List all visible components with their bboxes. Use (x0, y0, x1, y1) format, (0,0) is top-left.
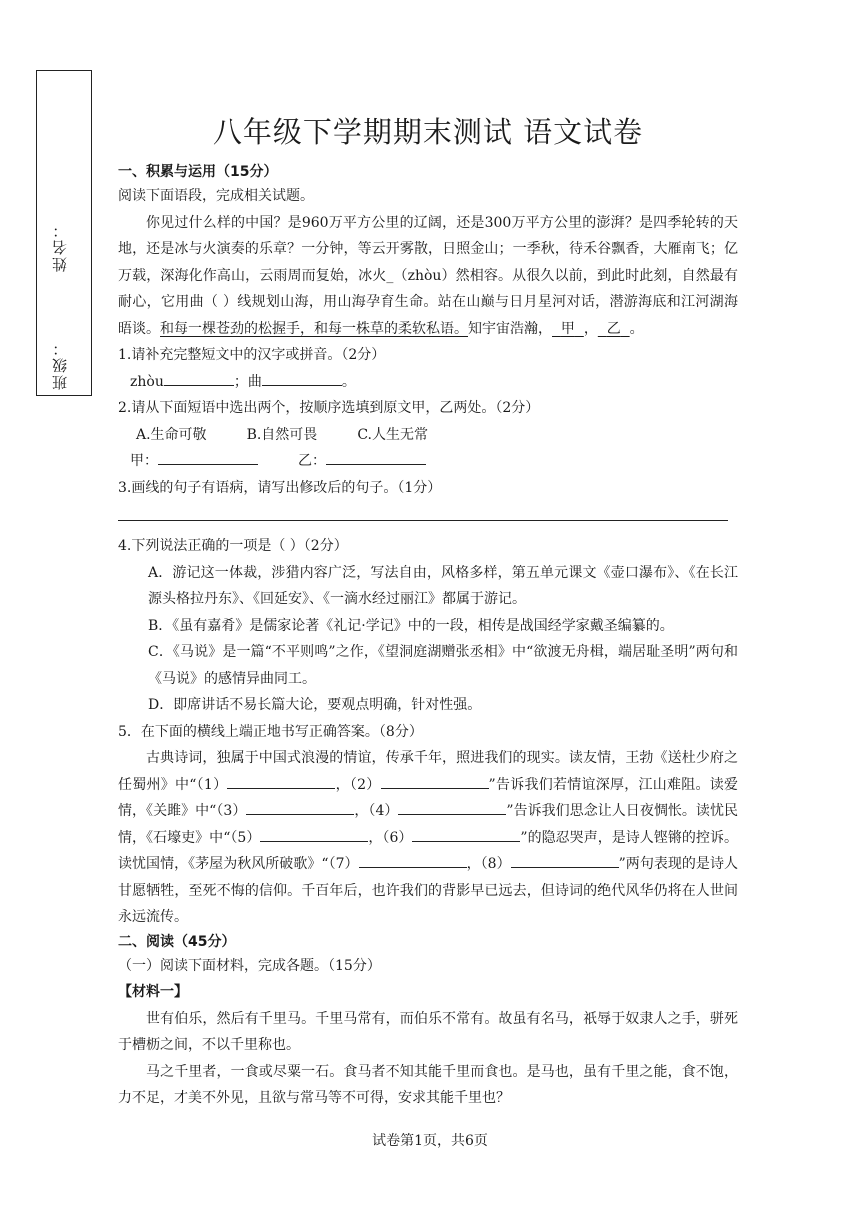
q4-option-b: B．《虽有嘉肴》是儒家论著《礼记·学记》中的一段，相传是战国经学家戴圣编纂的。 (148, 617, 674, 634)
section1-heading: 一、积累与运用（15分） (118, 164, 278, 180)
q5-text-g: ”的隐忍哭声，是诗人铿锵的控诉。读忧国情，《茅屋为秋风所破歌》“（7） (118, 829, 738, 872)
passage-end-a: 知宇宙浩瀚， (468, 320, 552, 337)
question-3: 3.画线的句子有语病，请写出修改后的句子。（1分） (118, 479, 442, 496)
question-1: 1.请补充完整短文中的汉字或拼音。（2分） (118, 347, 386, 363)
question-4: 4.下列说法正确的一项是（ ）（2分） (118, 538, 348, 554)
page-footer: 试卷第1页，共6页 (372, 1133, 488, 1149)
exam-page (118, 110, 738, 1112)
material1-para1: 世有伯乐，然后有千里马。千里马常有，而伯乐不常有。故虽有名马，祇辱于奴隶人之手，骈死于槽枥之间，不以千里称也。 (118, 1010, 738, 1053)
q5-text-d: ，（4） (354, 803, 399, 819)
q2-option-b: B.自然可畏 (246, 426, 318, 443)
class-label: 班级： (51, 339, 69, 390)
passage-main: 你见过什么样的中国？是960万平方公里的辽阔，还是300万平方公里的澎湃？是四季轮转的天地，还是冰与火演奏的乐章？一分钟，等云开雾散，日照金山；一季秋，待禾谷飘香，大雁南飞；亿万载，深海化作高山，云雨周而复始，冰火_（zhòu）然相容。从很久以前，到此时此刻，自然最有耐心，它用曲（ ）线规划山海，用山海孕育生命。站在山巅与日月星河对话，潜游海底和江河湖海晤谈。 (118, 214, 738, 337)
material1-label: 【材料一】 (118, 984, 188, 1000)
page-title: 八年级下学期期末测试 语文试卷 (212, 115, 644, 149)
q5-text-c: ”告诉我们若情谊深厚，江山难阻。读爱情，《关雎》中“（3） (118, 776, 738, 819)
q5-text-f: ，（6） (368, 829, 413, 846)
section2-sub1: （一）阅读下面材料，完成各题。（15分） (118, 957, 381, 974)
question-2: 2.请从下面短语中选出两个，按顺序选填到原文甲，乙两处。（2分） (118, 400, 540, 416)
q5-text-b: ，（2） (335, 776, 381, 793)
q5-text-i: ”两句表现的是诗人甘愿牺牲，至死不悔的信仰。千百年后，也许我们的背影早已远去，但诗词的绝代风华仍将在人世间永远流传。 (118, 856, 738, 925)
q5-text-a: 古典诗词，独属于中国式浪漫的情谊，传承千年，照进我们的现实。读友情，王勃《送杜少府之任蜀州》中“（1） (118, 750, 738, 793)
q4-option-c: C．《马说》是一篇“不平则鸣”之作，《望洞庭湖赠张丞相》中“欲渡无舟楫，端居耻圣明”两句和《马说》的感情异曲同工。 (148, 644, 738, 687)
passage-underlined-sentence: 和每一棵苍劲的松握手，和每一株草的柔软私语。 (160, 320, 468, 337)
section2-heading: 二、阅读（45分） (118, 933, 236, 950)
q1-sep: ；曲 (233, 373, 262, 390)
binding-margin-box (36, 70, 92, 396)
name-label: 姓名： (51, 221, 69, 272)
q5-blank-2[interactable] (381, 774, 489, 789)
q2-options (118, 422, 738, 449)
q5-blank-1[interactable] (227, 774, 335, 789)
passage (118, 210, 738, 343)
q5-text-e: ”告诉我们思念让人日夜惆怅。读忧民情，《石壕吏》中“（5） (118, 803, 738, 846)
q3-answer-line[interactable] (118, 519, 728, 521)
passage-blank-yi: 乙 (606, 320, 621, 337)
q5-passage (118, 745, 738, 931)
passage-blank-jia: 甲 (560, 320, 575, 337)
passage-end-b: 。 (629, 320, 644, 337)
q2-option-a: A.生命可敬 (136, 426, 207, 443)
q5-blank-8[interactable] (511, 853, 619, 868)
q2-blank-yi[interactable] (326, 450, 426, 465)
q2-blank-jia[interactable] (158, 450, 258, 465)
q2-option-c: C.人生无常 (357, 426, 428, 443)
q1-blank-2[interactable] (262, 371, 342, 386)
q2-answer-row (118, 448, 738, 475)
question-5: 5．在下面的横线上端正地书写正确答案。（8分） (118, 723, 423, 740)
q1-pinyin: zhòu (130, 373, 164, 390)
passage-mid: ， (583, 320, 598, 337)
q5-blank-7[interactable] (359, 853, 467, 868)
q2-jia-label: 甲： (130, 453, 158, 469)
q5-text-h: ，（8） (466, 856, 511, 872)
q5-blank-3[interactable] (246, 800, 354, 815)
q5-blank-5[interactable] (260, 827, 368, 842)
q5-blank-4[interactable] (398, 800, 506, 815)
q1-end: 。 (341, 373, 356, 390)
section1-intro: 阅读下面语段，完成相关试题。 (118, 188, 314, 204)
q5-blank-6[interactable] (412, 827, 520, 842)
q4-option-a: A．游记这一体裁，涉猎内容广泛，写法自由，风格多样，第五单元课文《壶口瀑布》、《在长江源头格拉丹东》、《回延安》、《一滴水经过丽江》都属于游记。 (148, 564, 738, 607)
material1-para2: 马之千里者，一食或尽粟一石。食马者不知其能千里而食也。是马也，虽有千里之能，食不饱，力不足，才美不外见，且欲与常马等不可得，安求其能千里也？ (118, 1063, 738, 1106)
q4-option-d: D．即席讲话不易长篇大论，要观点明确，针对性强。 (148, 697, 482, 713)
q1-blank-1[interactable] (164, 371, 234, 386)
q2-yi-label: 乙： (298, 453, 326, 469)
q1-answer-row (118, 369, 738, 396)
